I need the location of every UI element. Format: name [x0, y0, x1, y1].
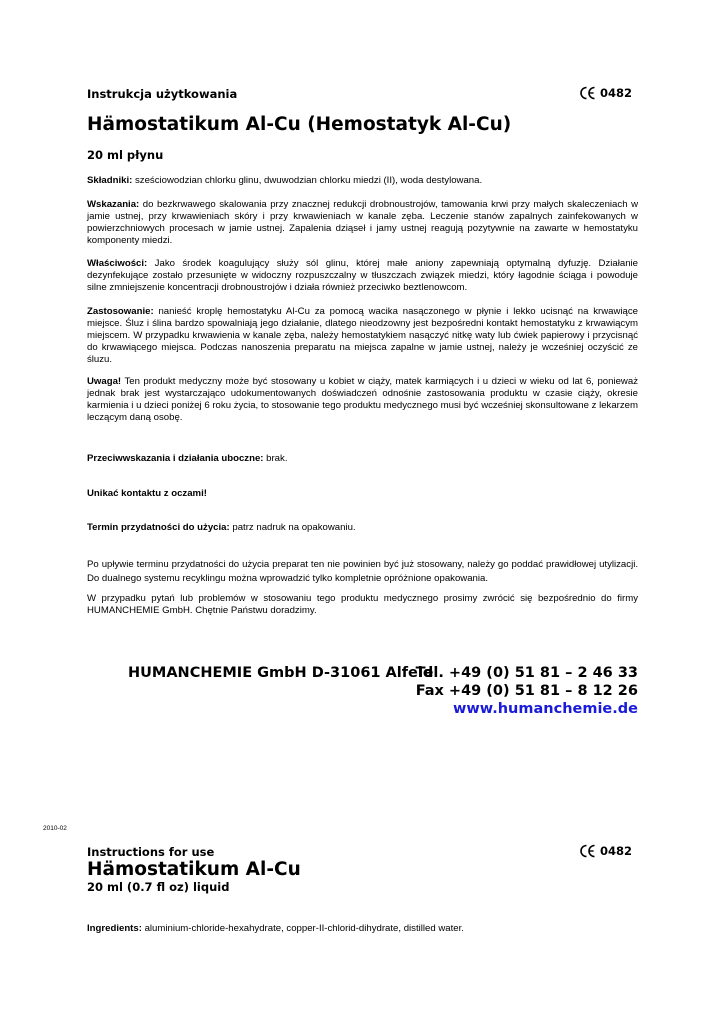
ce-mark-icon: [580, 844, 596, 858]
ce-number-en: 0482: [600, 844, 633, 858]
date-code: 2010-02: [43, 825, 67, 832]
disposal-note: Po upływie terminu przydatności do użycia preparat ten nie powinien być już stosowany, należy go poddać prawidłowej utylizacji. Do dualnego systemu recyklingu można wprowadzić tylko kompletnie opróżnione opakowania.: [87, 559, 638, 584]
header-label: Instrukcja użytkowania: [87, 87, 238, 101]
company-website-link[interactable]: www.humanchemie.de: [452, 701, 638, 717]
company-tel: Tel. +49 (0) 51 81 – 2 46 33: [415, 665, 638, 681]
ce-mark-icon: [580, 86, 596, 100]
header-label-en: Instructions for use: [87, 845, 215, 859]
ce-number: 0482: [600, 86, 633, 100]
section-warning: Uwaga! Ten produkt medyczny może być stosowany u kobiet w ciąży, matek karmiących i u dzieci w wieku od lat 6, ponieważ jednak brak jest wystarczająco udokumentowanych doświadczeń odnośnie zastosowania produktu w czasie ciąży, okresie karmienia i u dzieci poniżej 6 roku życia, to stosowanie tego produktu medycznego musi być wcześniej skonsultowane z lekarzem leczącym daną osobę.: [87, 376, 638, 423]
section-expiry: Termin przydatności do użycia: patrz nadruk na opakowaniu.: [87, 522, 356, 533]
section-ingredients-en: Ingredients: aluminium-chloride-hexahydrate, copper-II-chlorid-dihydrate, distilled water.: [87, 923, 464, 934]
company-name: HUMANCHEMIE GmbH D-31061 Alfeld: [128, 665, 434, 681]
page-title: Hämostatikum Al-Cu (Hemostatyk Al-Cu): [87, 114, 512, 135]
contact-note: W przypadku pytań lub problemów w stosowaniu tego produktu medycznego prosimy zwrócić się bezpośrednio do firmy HUMANCHEMIE GmbH. Chętnie Państwu doradzimy.: [87, 593, 638, 616]
company-fax: Fax +49 (0) 51 81 – 8 12 26: [415, 683, 638, 699]
section-application: Zastosowanie: nanieść kroplę hemostatyku Al-Cu za pomocą wacika nasączonego w płynie i lekko ucisnąć na krwawiące miejsce. Śluz i ślina bardzo spowalniają jego działanie, dlatego nieodzowny jest bezpośredni kontakt hemostatyku z krwawiącym miejscem. W przypadku krwawienia w kanale zęba, należy hemostatykiem nasączyć nitkę waty lub ćwiek papierowy i przycisnąć do krwawiącego miejsca. Podczas nanoszenia preparatu na miejsca zapalne w jamie ustnej, należy je wcześniej oczyścić ze śluzu.: [87, 306, 638, 365]
volume-label: 20 ml płynu: [87, 148, 164, 162]
section-indications: Wskazania: do bezkrwawego skalowania przy znacznej redukcji drobnoustrojów, tamowania krwi przy małych skaleczeniach w jamie ustnej, przy krwawieniach skóry i przy krwawieniach w kanale zęba. Leczenie stanów zapalnych zainfekowanych w powierzchniowych procesach w jamie ustnej. Zapalenia dziąseł i jamy ustnej reagują pozytywnie na zawarte w hemostatyku komponenty miedzi.: [87, 199, 638, 246]
section-ingredients: Składniki: sześciowodzian chlorku glinu, dwuwodzian chlorku miedzi (II), woda destylowana.: [87, 175, 483, 186]
section-eye-warning: Unikać kontaktu z oczami!: [87, 488, 207, 499]
section-properties: Właściwości: Jako środek koagulujący służy sól glinu, której małe aniony zapewniają optymalną dyfuzję. Działanie dezynfekujące zostało przesunięte w widoczny rozpuszczalny w tłuszczach związek miedzi, który łagodnie ściąga i powoduje silne zmniejszenie koncentracji drobnoustrojów i działa również przeciwko beztlenowcom.: [87, 258, 638, 293]
ce-marking-en: [580, 844, 632, 858]
ce-marking: [580, 86, 632, 100]
volume-label-en: 20 ml (0.7 fl oz) liquid: [87, 880, 230, 894]
section-contraindications: Przeciwwskazania i działania uboczne: brak.: [87, 453, 288, 464]
page-title-en: Hämostatikum Al-Cu: [87, 859, 301, 880]
